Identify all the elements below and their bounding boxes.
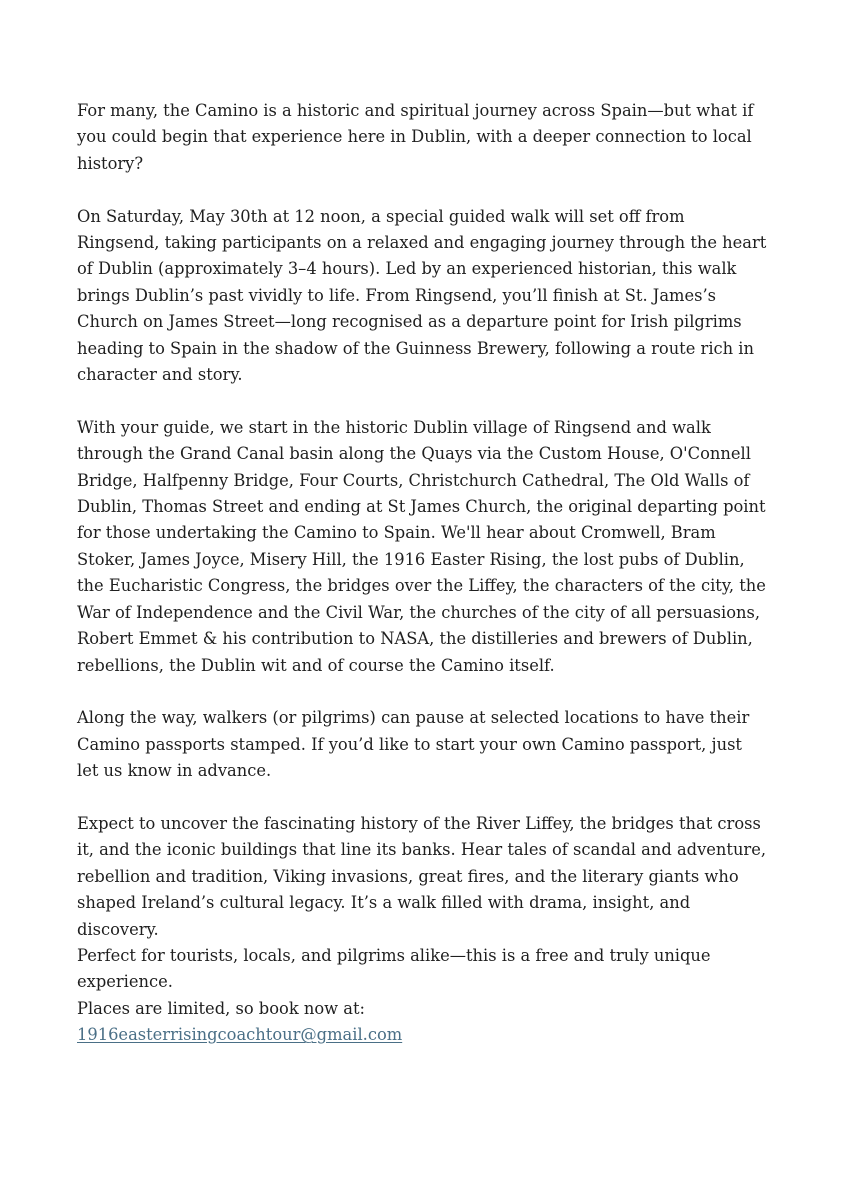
route-description-paragraph: With your guide, we start in the historic Dublin village of Ringsend and walk through the Grand Canal basin along the Quays via the Custom House, O'Connell Bridge, Halfpenny Bridge, Four Courts, Christchurch Cathedral, The Old Walls of Dublin, Thomas Street and ending at St James Church, the original departing point for those undertaking the Camino to Spain. We'll hear about Cromwell, Bram Stoker, James Joyce, Misery Hill, the 1916 Easter Rising, the lost pubs of Dublin, the Eucharistic Congress, the bridges over the Liffey, the characters of the city, the War of Independence and the Civil War, the churches of the city of all persuasions, Robert Emmet & his contribution to NASA, the distilleries and brewers of Dublin, rebellions, the Dublin wit and of course the Camino itself. [77, 417, 766, 675]
document-body [77, 98, 767, 1049]
history-paragraph: Expect to uncover the fascinating history of the River Liffey, the bridges that cross it, and the iconic buildings that line its banks. Hear tales of scandal and adventure, rebellion and tradition, Viking invasions, great fires, and the literary giants who shaped Ireland’s cultural legacy. It’s a walk filled with drama, insight, and discovery. [77, 813, 767, 939]
event-details-paragraph: On Saturday, May 30th at 12 noon, a special guided walk will set off from Ringsend, taking participants on a relaxed and engaging journey through the heart of Dublin (approximately 3–4 hours). Led by an experienced historian, this walk brings Dublin’s past vividly to life. From Ringsend, you’ll finish at St. James’s Church on James Street—long recognised as a departure point for Irish pilgrims heading to Spain in the shadow of the Guinness Brewery, following a route rich in character and story. [77, 206, 767, 385]
booking-email-link[interactable]: 1916easterrisingcoachtour@gmail.com [77, 1025, 403, 1045]
audience-line: Perfect for tourists, locals, and pilgrims alike—this is a free and truly unique experience. [77, 945, 711, 992]
passport-stamp-paragraph: Along the way, walkers (or pilgrims) can pause at selected locations to have their Camino passports stamped. If you’d like to start your own Camino passport, just let us know in advance. [77, 708, 750, 781]
booking-line: Places are limited, so book now at: [77, 998, 365, 1018]
intro-paragraph: For many, the Camino is a historic and spiritual journey across Spain—but what if you could begin that experience here in Dublin, with a deeper connection to local history? [77, 101, 754, 173]
email-line [77, 1022, 767, 1048]
